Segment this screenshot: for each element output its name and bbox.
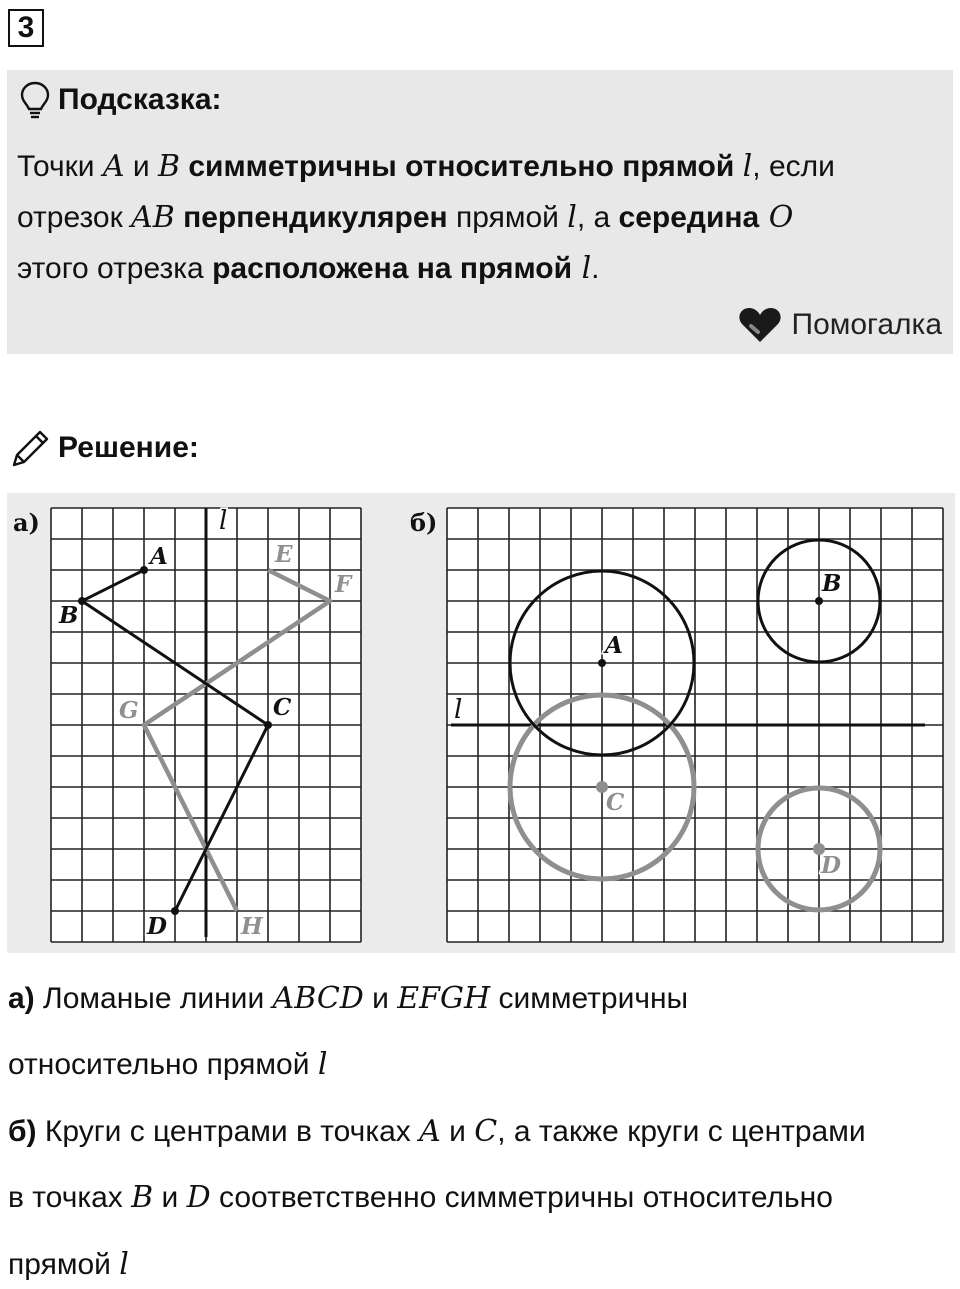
text: отрезок: [17, 201, 132, 234]
hint-text: [17, 141, 937, 294]
label-e: E: [275, 541, 293, 568]
label-a: A: [150, 543, 168, 570]
text: прямой: [447, 201, 568, 234]
text: и: [124, 150, 158, 183]
math-l: l: [742, 149, 753, 184]
math-l: l: [572, 251, 592, 286]
solution-figure: [7, 493, 955, 953]
text: этого отрезка: [17, 252, 213, 285]
label-c: C: [273, 694, 292, 721]
figure-a-label: а): [13, 508, 40, 537]
center-b: [815, 597, 823, 605]
text: , если: [752, 150, 835, 183]
bold-text: середина: [618, 201, 760, 234]
answer-a-line-1: [8, 977, 954, 1021]
math-EFGH: EFGH: [397, 981, 491, 1016]
math-O: O: [759, 200, 794, 235]
text: , а: [576, 201, 619, 234]
solution-title: Решение:: [58, 431, 199, 464]
math-AB: AB: [131, 200, 175, 235]
text: и: [363, 982, 398, 1015]
heart-icon: [738, 306, 782, 344]
point-c: [264, 721, 272, 729]
figure-b-line-label: l: [454, 695, 463, 725]
task-number: 3: [8, 9, 44, 47]
label-h: H: [241, 913, 263, 940]
label-center-a: A: [605, 632, 623, 659]
math-C: C: [474, 1114, 498, 1149]
text: соответственно симметричны относительно: [210, 1181, 833, 1214]
math-A: A: [102, 149, 125, 184]
point-b: [78, 597, 86, 605]
pencil-icon: [10, 427, 52, 469]
text: Ломаные линии: [34, 982, 273, 1015]
answer-a-line-2: [8, 1043, 954, 1087]
label-center-b: B: [822, 570, 842, 597]
center-a: [598, 659, 606, 667]
figure-a: [13, 506, 361, 942]
text: , а также круги с центрами: [497, 1115, 866, 1148]
answer-b-line-2: [8, 1176, 954, 1220]
label-d: D: [147, 913, 167, 940]
hint-line-3: [17, 243, 937, 294]
bold-text: симметричны относительно прямой: [180, 150, 743, 183]
text: Точки: [17, 150, 103, 183]
solution-header: [10, 424, 199, 472]
label-b: B: [59, 602, 79, 629]
math-l: l: [317, 1047, 328, 1082]
answer-b-line-3: [8, 1243, 954, 1287]
lightbulb-icon: [20, 81, 50, 119]
text: в точках: [8, 1181, 132, 1214]
math-ABCD: ABCD: [272, 981, 364, 1016]
bold-text: перпендикулярен: [174, 201, 448, 234]
hint-header: [20, 78, 222, 122]
brand: [738, 304, 943, 346]
text: симметричны: [490, 982, 689, 1015]
text: Круги с центрами в точках: [36, 1115, 420, 1148]
point-d: [171, 907, 179, 915]
hint-line-1: [17, 141, 937, 192]
math-A: A: [419, 1114, 441, 1149]
hint-title: Подсказка:: [58, 83, 222, 116]
math-l: l: [119, 1247, 129, 1282]
math-D: D: [186, 1180, 211, 1215]
text: относительно прямой: [8, 1048, 318, 1081]
label-g: G: [119, 697, 139, 724]
figure-b: [410, 508, 943, 942]
answer-a-lead: а): [8, 982, 35, 1015]
math-B: B: [131, 1180, 154, 1215]
figure-b-label: б): [410, 508, 438, 537]
text: и: [440, 1115, 475, 1148]
text: прямой: [8, 1248, 120, 1281]
point-a: [140, 566, 148, 574]
answer-b-line-1: [8, 1110, 954, 1154]
math-l: l: [567, 200, 577, 235]
text: и: [153, 1181, 187, 1214]
label-center-c: C: [606, 789, 625, 816]
brand-name: Помогалка: [791, 308, 942, 341]
figure-a-line-label: l: [219, 506, 228, 536]
hint-line-2: [17, 192, 937, 243]
answer-b-lead: б): [8, 1115, 37, 1148]
text: .: [591, 252, 600, 285]
bold-text: расположена на прямой: [212, 252, 573, 285]
math-B: B: [157, 149, 181, 184]
label-center-d: D: [821, 852, 841, 879]
label-f: F: [335, 571, 352, 598]
